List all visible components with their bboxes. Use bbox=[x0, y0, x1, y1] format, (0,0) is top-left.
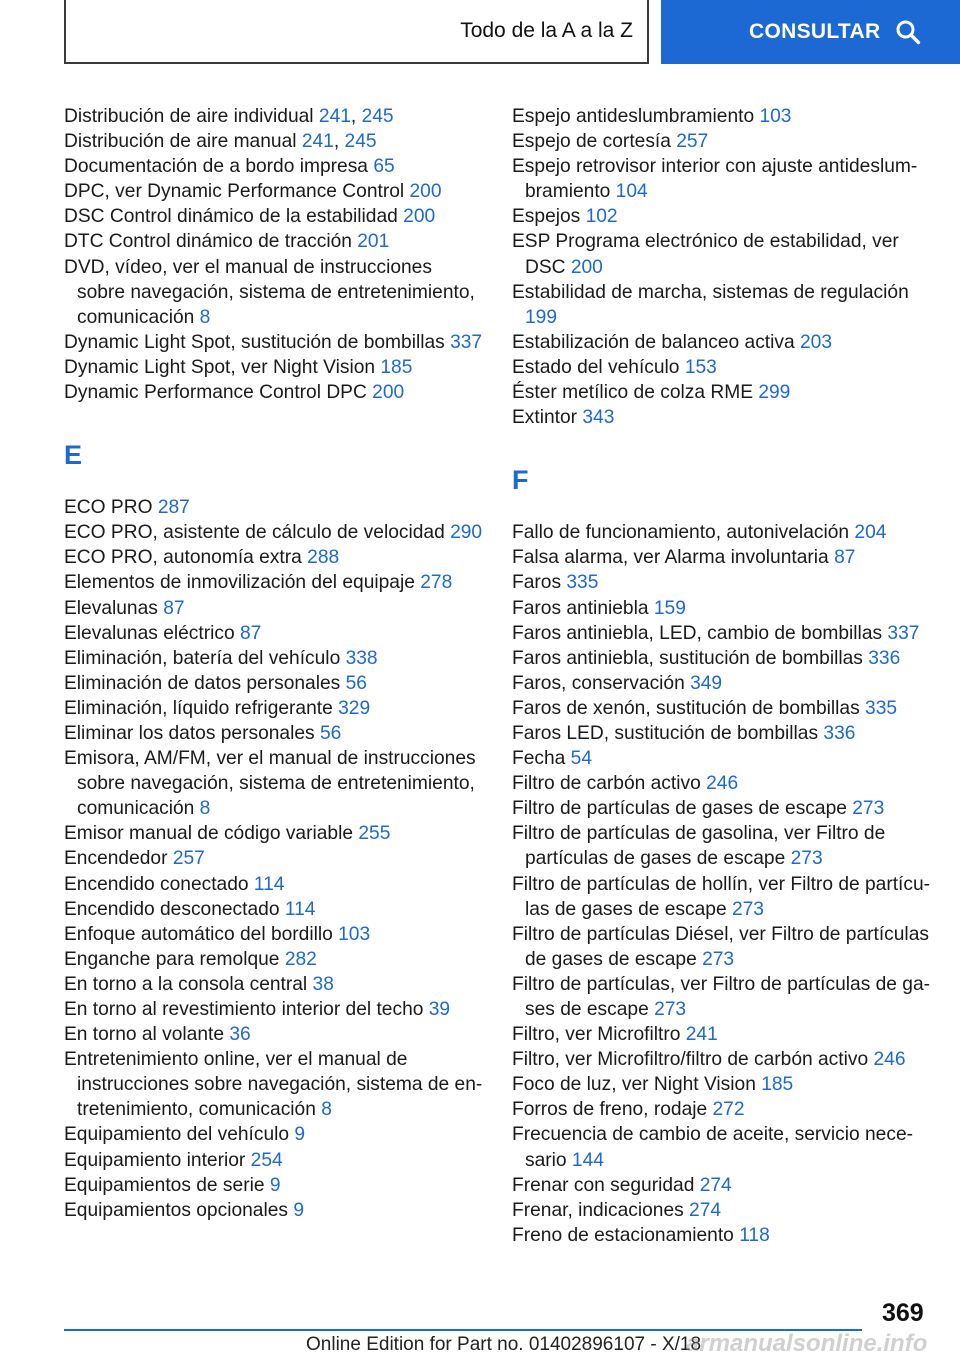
page-link[interactable]: 102 bbox=[585, 206, 618, 228]
page-link[interactable]: 200 bbox=[372, 382, 405, 404]
index-entry bbox=[512, 596, 932, 621]
index-entry bbox=[64, 897, 484, 922]
page-link[interactable]: 273 bbox=[852, 798, 885, 820]
index-entry bbox=[64, 1173, 484, 1198]
page-link[interactable]: 204 bbox=[854, 522, 887, 544]
index-section-letter: F bbox=[512, 465, 529, 496]
index-entry-text: Equipamiento del vehículo bbox=[64, 1124, 295, 1146]
index-entry bbox=[512, 696, 932, 721]
index-entry bbox=[64, 922, 484, 947]
index-entry-text: Elevalunas bbox=[64, 597, 164, 619]
index-section-letter: E bbox=[64, 440, 83, 471]
page-link[interactable]: 241 bbox=[301, 131, 334, 153]
page-link[interactable]: 56 bbox=[345, 672, 367, 694]
index-entry-text: Filtro de partículas, ver Filtro de partículas de gases de escape bbox=[512, 973, 931, 1020]
index-entry bbox=[512, 355, 932, 380]
page-link[interactable]: 273 bbox=[731, 898, 764, 920]
index-entry-text: Faros de xenón, sustitución de bombillas bbox=[512, 697, 866, 719]
index-entry bbox=[512, 520, 932, 545]
index-entry bbox=[512, 1022, 932, 1047]
page-separator: , bbox=[333, 131, 345, 153]
page-link[interactable]: 282 bbox=[284, 948, 317, 970]
page-link[interactable]: 87 bbox=[834, 547, 856, 569]
page-link[interactable]: 144 bbox=[571, 1149, 604, 1171]
index-entry-text: Encendido desconectado bbox=[64, 898, 285, 920]
index-entry-text: Encendido conectado bbox=[64, 873, 254, 895]
page-link[interactable]: 288 bbox=[307, 547, 340, 569]
index-entry-text: Forros de freno, rodaje bbox=[512, 1099, 713, 1121]
index-entry-text: Distribución de aire individual bbox=[64, 106, 319, 127]
index-entry bbox=[512, 746, 932, 771]
index-entry-text: Frenar con seguridad bbox=[512, 1174, 700, 1196]
index-entry-text: Faros, conservación bbox=[512, 672, 691, 694]
page-link[interactable]: 8 bbox=[199, 798, 211, 820]
page-link[interactable]: 254 bbox=[250, 1149, 283, 1171]
page-link[interactable]: 36 bbox=[229, 1024, 251, 1046]
index-entry bbox=[512, 821, 932, 871]
index-entry bbox=[64, 495, 484, 520]
index-entry bbox=[64, 997, 484, 1022]
index-entry-text: En torno a la consola central bbox=[64, 973, 313, 995]
page-link[interactable]: 56 bbox=[319, 722, 342, 744]
index-entry-text: Faros antiniebla, LED, cambio de bombillas bbox=[512, 622, 888, 644]
index-entry-text: Espejo de cortesía bbox=[512, 131, 677, 153]
index-entry-text: Distribución de aire manual bbox=[64, 131, 302, 153]
index-entry bbox=[512, 380, 932, 405]
page-link[interactable]: 335 bbox=[566, 572, 599, 594]
page-link[interactable]: 257 bbox=[676, 131, 709, 153]
index-entry-text: Extintor bbox=[512, 407, 583, 429]
index-entry bbox=[512, 922, 932, 972]
page-number: 369 bbox=[882, 1299, 924, 1327]
index-entry bbox=[64, 154, 484, 179]
index-entry-text: Elevalunas eléctrico bbox=[64, 622, 240, 644]
page-link[interactable]: 199 bbox=[525, 306, 558, 328]
index-entry-text: DTC Control dinámico de tracción bbox=[64, 231, 358, 253]
page-link[interactable]: 203 bbox=[800, 331, 833, 353]
index-entry-text: Faros bbox=[512, 572, 567, 594]
index-entry bbox=[64, 947, 484, 972]
page-link[interactable]: 274 bbox=[699, 1174, 732, 1196]
page-link[interactable]: 272 bbox=[712, 1099, 745, 1121]
page-link[interactable]: 103 bbox=[759, 106, 792, 127]
index-entry-text: Eliminación, batería del vehículo bbox=[64, 647, 346, 669]
index-entry bbox=[512, 330, 932, 355]
index-entry-text: En torno al revestimiento interior del techo bbox=[64, 999, 429, 1020]
page-link[interactable]: 118 bbox=[739, 1224, 770, 1246]
page-link[interactable]: 287 bbox=[157, 497, 190, 519]
index-entry bbox=[64, 255, 484, 330]
search-button[interactable] bbox=[661, 0, 960, 64]
page-link[interactable]: 329 bbox=[338, 697, 371, 719]
index-entry-text: Frenar, indicaciones bbox=[512, 1199, 690, 1221]
index-entry bbox=[64, 821, 484, 846]
index-entry bbox=[512, 872, 932, 922]
index-entry-text: Faros antiniebla bbox=[512, 597, 654, 619]
page-link[interactable]: 38 bbox=[312, 973, 334, 995]
index-column-left bbox=[64, 104, 484, 1223]
index-entry bbox=[512, 545, 932, 570]
index-entry bbox=[64, 570, 484, 595]
index-entry bbox=[64, 129, 484, 154]
index-entry bbox=[512, 1198, 932, 1223]
page-link[interactable]: 153 bbox=[684, 356, 717, 378]
index-entry-text: Emisor manual de código variable bbox=[64, 823, 359, 845]
index-entry-text: ESP Programa electrónico de estabilidad, ver DSC bbox=[512, 231, 899, 278]
index-entry bbox=[64, 596, 484, 621]
page-link[interactable]: 8 bbox=[199, 306, 211, 328]
index-entry-text: Eliminar los datos personales bbox=[64, 722, 320, 744]
page-link[interactable]: 241 bbox=[318, 106, 351, 127]
index-entry bbox=[64, 1122, 484, 1147]
index-entry-text: DSC Control dinámico de la estabilidad bbox=[64, 206, 404, 228]
tab-a-to-z[interactable] bbox=[64, 0, 649, 64]
index-entry bbox=[64, 1148, 484, 1173]
index-entry bbox=[64, 972, 484, 997]
index-entry-text: Estado del vehículo bbox=[512, 356, 685, 378]
page-link[interactable]: 8 bbox=[321, 1099, 332, 1121]
index-entry bbox=[512, 796, 932, 821]
index-entry bbox=[512, 154, 932, 204]
page-link[interactable]: 114 bbox=[284, 898, 316, 920]
index-entry-text: Dynamic Light Spot, sustitución de bombillas bbox=[64, 331, 451, 353]
page-link[interactable]: 343 bbox=[582, 407, 615, 429]
index-entry bbox=[64, 696, 484, 721]
index-entry-text: Espejo retrovisor interior con ajuste antideslumbramiento bbox=[512, 156, 918, 203]
index-entry bbox=[64, 872, 484, 897]
index-entry-text: Fecha bbox=[512, 748, 571, 770]
index-entry-text: Filtro de partículas Diésel, ver Filtro de partículas de gases de escape bbox=[512, 923, 929, 970]
page-link[interactable]: 54 bbox=[570, 748, 593, 770]
tab-a-to-z-label: Todo de la A a la Z bbox=[460, 19, 633, 42]
index-entry-text: Filtro, ver Microfiltro bbox=[512, 1024, 686, 1046]
page-link[interactable]: 159 bbox=[653, 597, 686, 619]
page-link[interactable]: 9 bbox=[294, 1124, 306, 1146]
index-entry bbox=[512, 1173, 932, 1198]
page-link[interactable]: 246 bbox=[873, 1049, 906, 1071]
index-entry bbox=[512, 671, 932, 696]
page-link[interactable]: 114 bbox=[253, 873, 285, 895]
page-link[interactable]: 241 bbox=[685, 1024, 718, 1046]
index-entry-text: Enganche para remolque bbox=[64, 948, 285, 970]
page-link[interactable]: 273 bbox=[790, 848, 823, 870]
index-entry bbox=[64, 621, 484, 646]
top-navigation bbox=[0, 0, 960, 66]
index-entry bbox=[64, 671, 484, 696]
page-link[interactable]: 200 bbox=[409, 181, 442, 203]
index-entry bbox=[64, 380, 484, 405]
page-link[interactable]: 349 bbox=[690, 672, 723, 694]
index-entry bbox=[64, 204, 484, 229]
page-link[interactable]: 200 bbox=[403, 206, 436, 228]
page-link[interactable]: 87 bbox=[239, 622, 262, 644]
index-entry-text: En torno al volante bbox=[64, 1024, 230, 1046]
index-entry bbox=[512, 229, 932, 279]
index-entry-text: ECO PRO bbox=[64, 497, 158, 519]
page-link[interactable]: 335 bbox=[865, 697, 898, 719]
page-link[interactable]: 246 bbox=[706, 773, 739, 795]
index-entry bbox=[512, 280, 932, 330]
page-link[interactable]: 200 bbox=[570, 256, 603, 278]
page-link[interactable]: 201 bbox=[357, 231, 390, 253]
index-entry bbox=[64, 846, 484, 871]
index-entry-text: Freno de estacionamiento bbox=[512, 1224, 740, 1246]
index-entry-text: Falsa alarma, ver Alarma involuntaria bbox=[512, 547, 835, 569]
page-link[interactable]: 255 bbox=[358, 823, 391, 845]
index-entry bbox=[64, 646, 484, 671]
index-entry-text: Éster metílico de colza RME bbox=[512, 382, 759, 404]
index-entry bbox=[64, 104, 484, 129]
index-entry bbox=[64, 721, 484, 746]
index-entry-text: Faros antiniebla, sustitución de bombillas bbox=[512, 647, 869, 669]
index-entry-text: Filtro de carbón activo bbox=[512, 773, 707, 795]
index-entry-text: Elementos de inmovilización del equipaje bbox=[64, 572, 421, 594]
page-link[interactable]: 338 bbox=[345, 647, 378, 669]
index-entry-text: Encendedor bbox=[64, 848, 173, 870]
page-link[interactable]: 257 bbox=[172, 848, 205, 870]
page-link[interactable]: 9 bbox=[293, 1199, 305, 1221]
page-link[interactable]: 299 bbox=[758, 382, 791, 404]
index-entry-text: DPC, ver Dynamic Performance Control bbox=[64, 181, 410, 203]
index-entry bbox=[512, 1047, 932, 1072]
index-entry-text: Eliminación de datos personales bbox=[64, 672, 346, 694]
index-entry-text: Equipamientos opcionales bbox=[64, 1199, 294, 1221]
index-entry bbox=[64, 1047, 484, 1122]
search-button-label: CONSULTAR bbox=[749, 20, 881, 43]
index-entry-text: ECO PRO, autonomía extra bbox=[64, 547, 308, 569]
index-entry bbox=[64, 1022, 484, 1047]
index-entry bbox=[64, 179, 484, 204]
page-link[interactable]: 273 bbox=[654, 999, 687, 1020]
index-entry bbox=[512, 1122, 932, 1172]
page-link[interactable]: 104 bbox=[615, 181, 648, 203]
index-entry-text: Foco de luz, ver Night Vision bbox=[512, 1074, 762, 1096]
index-entry-text: Eliminación, líquido refrigerante bbox=[64, 697, 339, 719]
page-link[interactable]: 274 bbox=[689, 1199, 722, 1221]
index-entry bbox=[512, 1072, 932, 1097]
page-link[interactable]: 103 bbox=[338, 923, 371, 945]
page-link[interactable]: 185 bbox=[761, 1074, 794, 1096]
index-entry-text: Estabilidad de marcha, sistemas de regulación bbox=[512, 281, 909, 303]
index-entry-text: DVD, vídeo, ver el manual de instrucciones sobre navegación, sistema de entretenimiento, comunicación bbox=[64, 256, 475, 328]
index-entry bbox=[64, 330, 484, 355]
index-entry-text: Equipamiento interior bbox=[64, 1149, 251, 1171]
page-link[interactable]: 336 bbox=[823, 722, 856, 744]
index-entry-text: ECO PRO, asistente de cálculo de velocidad bbox=[64, 522, 451, 544]
search-icon bbox=[895, 19, 921, 45]
index-entry-text: Emisora, AM/FM, ver el manual de instrucciones sobre navegación, sistema de entretenimiento, comunicación bbox=[64, 748, 476, 820]
index-entry-text: Dynamic Light Spot, ver Night Vision bbox=[64, 356, 381, 378]
page-link[interactable]: 185 bbox=[380, 356, 413, 378]
index-entry bbox=[512, 621, 932, 646]
page-link[interactable]: 39 bbox=[428, 999, 451, 1020]
index-entry-text: Frecuencia de cambio de aceite, servicio necesario bbox=[512, 1124, 914, 1171]
index-entry bbox=[512, 1097, 932, 1122]
watermark: armanualsonline.info bbox=[686, 1330, 928, 1357]
page-link[interactable]: 87 bbox=[163, 597, 185, 619]
index-entry-text: Dynamic Performance Control DPC bbox=[64, 382, 373, 404]
page-separator: , bbox=[350, 106, 362, 127]
index-entry-text: Equipamientos de serie bbox=[64, 1174, 270, 1196]
index-entry bbox=[512, 129, 932, 154]
page-link[interactable]: 337 bbox=[887, 622, 920, 644]
index-entry bbox=[512, 405, 932, 430]
page-link[interactable]: 65 bbox=[373, 156, 395, 178]
index-entry-text: Documentación de a bordo impresa bbox=[64, 156, 374, 178]
page-link[interactable]: 9 bbox=[269, 1174, 281, 1196]
index-entry bbox=[512, 972, 932, 1022]
index-entry-text: Fallo de funcionamiento, autonivelación bbox=[512, 522, 855, 544]
index-entry bbox=[64, 545, 484, 570]
index-entry bbox=[512, 204, 932, 229]
index-entry bbox=[64, 229, 484, 254]
index-entry bbox=[512, 721, 932, 746]
index-entry bbox=[512, 646, 932, 671]
index-entry-text: Filtro de partículas de gasolina, ver Filtro de partículas de gases de escape bbox=[512, 823, 886, 870]
page-link[interactable]: 245 bbox=[344, 131, 377, 153]
footer-edition-text: Online Edition for Part no. 01402896107 - X/18 bbox=[306, 1334, 702, 1355]
page-link[interactable]: 336 bbox=[868, 647, 901, 669]
index-entry-text: Espejos bbox=[512, 206, 586, 228]
page-link[interactable]: 290 bbox=[450, 522, 483, 544]
page-link[interactable]: 245 bbox=[361, 106, 394, 127]
index-entry bbox=[64, 746, 484, 821]
index-entry-text: Filtro de partículas de hollín, ver Filtro de partículas de gases de escape bbox=[512, 873, 931, 920]
page-link[interactable]: 278 bbox=[420, 572, 453, 594]
index-entry bbox=[64, 355, 484, 380]
index-entry-text: Entretenimiento online, ver el manual de instrucciones sobre navegación, sistema de entretenimiento, comunicación bbox=[64, 1049, 483, 1121]
page-link[interactable]: 337 bbox=[450, 331, 483, 353]
page-link[interactable]: 273 bbox=[702, 948, 735, 970]
index-entry bbox=[64, 1198, 484, 1223]
index-column-right bbox=[512, 104, 932, 1248]
index-entry bbox=[512, 1223, 932, 1248]
index-entry-text: Estabilización de balanceo activa bbox=[512, 331, 800, 353]
index-entry bbox=[512, 570, 932, 595]
index-entry-text: Faros LED, sustitución de bombillas bbox=[512, 722, 824, 744]
index-entry bbox=[512, 104, 932, 129]
index-entry bbox=[512, 771, 932, 796]
index-entry-text: Filtro, ver Microfiltro/filtro de carbón activo bbox=[512, 1049, 874, 1071]
index-entry-text: Filtro de partículas de gases de escape bbox=[512, 798, 853, 820]
index-entry-text: Enfoque automático del bordillo bbox=[64, 923, 339, 945]
index-entry-text: Espejo antideslumbramiento bbox=[512, 106, 760, 127]
index-entry bbox=[64, 520, 484, 545]
